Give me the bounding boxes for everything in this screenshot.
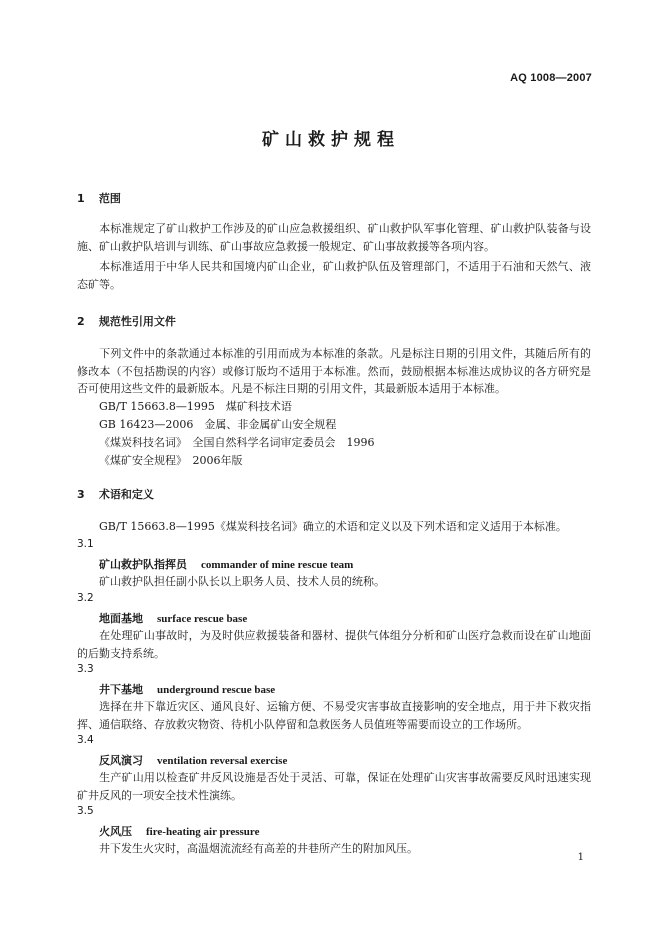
term-number: 3.1 — [77, 538, 94, 550]
paragraph-references: 下列文件中的条款通过本标准的引用而成为本标准的条款。凡是标注日期的引用文件，其随后所有的修改本（不包括勘误的内容）或修订版均不适用于本标准。然而，鼓励根据本标准达成协议的各方研究是否可使用这些文件的最新版本。凡是不标注日期的引用文件，其最新版本适用于本标准。 — [77, 347, 591, 395]
term-definition: 矿山救护队担任副小队长以上职务人员、技术人员的统称。 — [99, 575, 385, 588]
term-definition: 井下发生火灾时，高温烟流流经有高差的井巷所产生的附加风压。 — [99, 842, 418, 855]
paragraph-scope-1: 本标准规定了矿山救护工作涉及的矿山应急救援组织、矿山救护队军事化管理、矿山救护队装备与设施、矿山救护队培训与训练、矿山事故应急救援一般规定、矿山事故救援等各项内容。 — [77, 222, 591, 253]
section-number: 1 — [77, 192, 85, 205]
term-heading: 反风演习 ventilation reversal exercise — [99, 754, 288, 767]
term-definition: 生产矿山用以检查矿井反风设施是否处于灵活、可靠，保证在处理矿山灾害事故需要反风时迅速实现矿井反风的一项安全技术性演练。 — [77, 771, 591, 802]
term-number: 3.3 — [77, 663, 94, 675]
term-heading: 地面基地 surface rescue base — [99, 612, 248, 625]
section-title: 术语和定义 — [98, 488, 154, 501]
reference-item: GB 16423—2006 金属、非金属矿山安全规程 — [99, 418, 337, 431]
standard-code: AQ 1008—2007 — [510, 72, 592, 84]
reference-item: 《煤炭科技名词》 全国自然科学名词审定委员会 1996 — [99, 436, 375, 449]
page-number: 1 — [577, 852, 584, 863]
section-title: 范围 — [98, 192, 121, 205]
term-heading: 矿山救护队指挥员 commander of mine rescue team — [99, 558, 354, 571]
reference-item: GB/T 15663.8—1995 煤矿科技术语 — [99, 400, 292, 413]
section-title: 规范性引用文件 — [98, 315, 176, 328]
reference-item: 《煤矿安全规程》 2006年版 — [99, 454, 243, 467]
term-number: 3.2 — [77, 592, 94, 604]
section-number: 2 — [77, 315, 85, 328]
paragraph-scope-2: 本标准适用于中华人民共和国境内矿山企业，矿山救护队伍及管理部门，不适用于石油和天然气、液态矿等。 — [77, 260, 591, 291]
term-number: 3.4 — [77, 734, 94, 746]
term-definition: 在处理矿山事故时，为及时供应救援装备和器材、提供气体组分分析和矿山医疗急救而设在矿山地面的后勤支持系统。 — [77, 629, 591, 660]
section-heading-scope — [77, 190, 121, 206]
section-heading-terms — [77, 486, 154, 502]
term-number: 3.5 — [77, 805, 94, 817]
term-heading: 井下基地 underground rescue base — [99, 683, 276, 696]
term-heading: 火风压 fire-heating air pressure — [99, 825, 260, 838]
term-definition: 选择在井下靠近灾区、通风良好、运输方便、不易受灾害事故直接影响的安全地点，用于井下救灾指挥、通信联络、存放救灾物资、待机小队停留和急救医务人员值班等需要而设立的工作场所。 — [77, 700, 591, 731]
section-number: 3 — [77, 488, 85, 501]
document-title: 矿山救护规程 — [262, 130, 400, 150]
terms-intro: GB/T 15663.8—1995《煤炭科技名词》确立的术语和定义以及下列术语和定义适用于本标准。 — [99, 520, 567, 533]
section-heading-references — [77, 313, 176, 329]
